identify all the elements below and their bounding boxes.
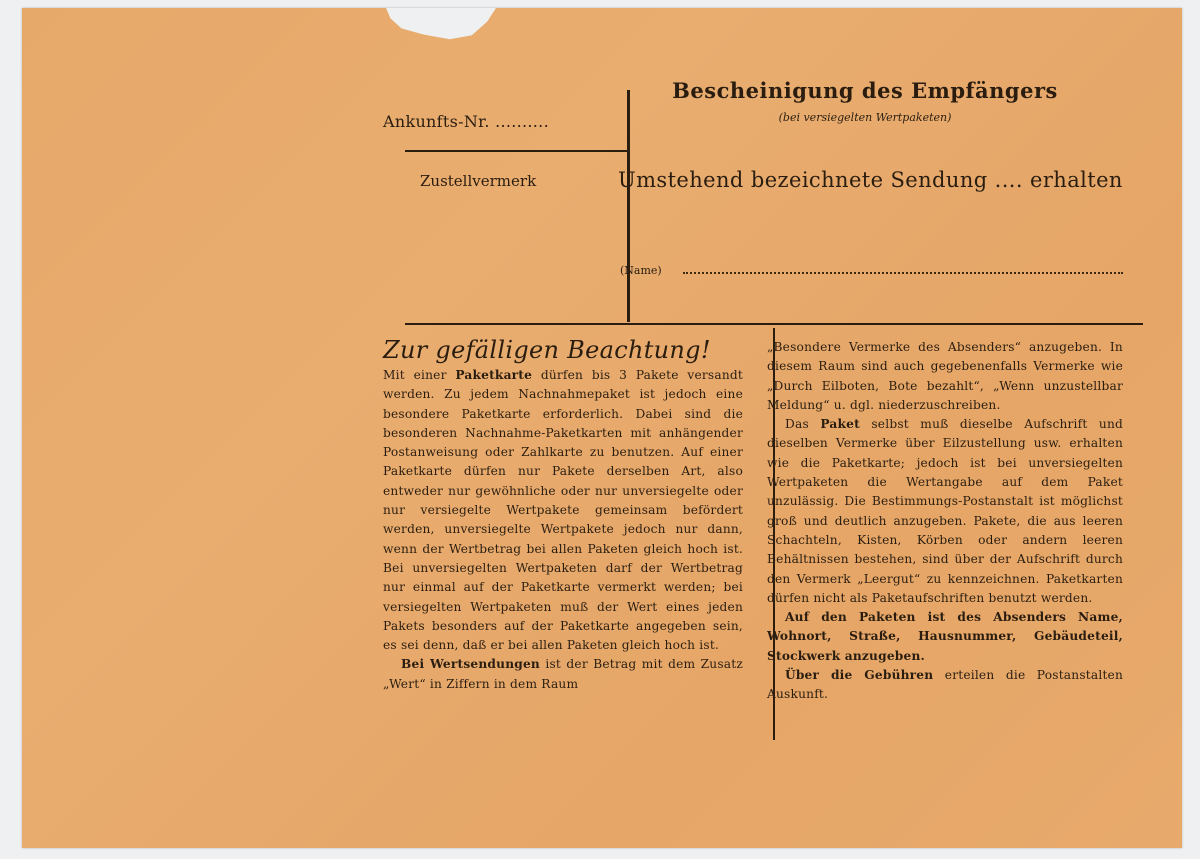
text-run-bold: Bei Wertsendungen	[401, 657, 540, 672]
name-label: (Name)	[620, 264, 662, 277]
receipt-statement: Umstehend bezeichnete Sendung .... erhalten	[618, 168, 1123, 192]
delivery-note-label: Zustellvermerk	[420, 172, 537, 190]
notice-paragraph	[767, 338, 1123, 415]
text-run: erteilen die Postanstalten Auskunft.	[767, 668, 1123, 702]
notice-paragraph	[383, 366, 743, 655]
notice-paragraph	[767, 608, 1123, 666]
notice-paragraph	[383, 655, 743, 694]
text-run-bold: Über die Gebühren	[785, 668, 934, 683]
notice-left-column	[383, 366, 743, 694]
text-run-bold: Paketkarte	[455, 368, 533, 382]
notice-paragraph	[767, 666, 1123, 705]
section-divider-horizontal	[405, 323, 1143, 325]
arrival-number-label: Ankunfts-Nr. ..........	[383, 112, 549, 131]
certificate-title: Bescheinigung des Empfängers	[672, 78, 1058, 103]
text-run-bold: Auf den Paketen ist des Absenders Name, Wohnort, Straße, Hausnummer, Gebäudeteil, Stockwerk anzugeben.	[767, 610, 1123, 663]
name-signature-line	[683, 272, 1123, 274]
notice-paragraph	[767, 415, 1123, 608]
notice-heading: Zur gefälligen Beachtung!	[383, 336, 711, 364]
text-run: ist der Betrag mit dem Zusatz „Wert“ in Ziffern in dem Raum	[383, 657, 743, 691]
notice-right-column	[767, 338, 1123, 705]
text-run: dürfen bis 3 Pakete versandt werden. Zu jedem Nachnahmepaket ist jedoch eine besondere Paketkarte erforderlich. Dabei sind die besonderen Nachnahme-Paketkarten mit anhängender Postanweisung oder Zahlkarte zu benutzen. Auf einer Paketkarte dürfen nur Pakete derselben Art, also entweder nur gewöhnliche oder nur unversiegelte oder nur versiegelte Wertpakete gemeinsam befördert werden, unversiegelte Wertpakete jedoch nur dann, wenn der Wertbetrag bei allen Paketen gleich hoch ist. Bei unversiegelten Wertpaketen darf der Wertbetrag nur einmal auf der Paketkarte vermerkt werden; bei versiegelten Wertpaketen muß der Wert eines jeden Pakets besonders auf der Paketkarte angegeben sein, es sei denn, daß er bei allen Paketen gleich hoch ist.	[383, 368, 743, 653]
header-divider-vertical	[627, 90, 630, 322]
arrival-underline	[405, 150, 627, 152]
text-run: Mit einer	[383, 368, 456, 382]
text-run-bold: Paket	[820, 417, 860, 432]
text-run: Das	[785, 417, 821, 432]
text-run: „Besondere Vermerke des Absenders“ anzugeben. In diesem Raum sind auch gegebenenfalls Vermerke wie „Durch Eilboten, Bote bezahlt“, „Wenn unzustellbar Meldung“ u. dgl. niederzuschreiben.	[767, 340, 1123, 412]
certificate-subtitle: (bei versiegelten Wertpaketen)	[778, 111, 952, 124]
text-run: selbst muß dieselbe Aufschrift und dieselben Vermerke über Eilzustellung usw. erhalten wie die Paketkarte; jedoch ist bei unversiegelten Wertpaketen die Wertangabe auf dem Paket unzulässig. Die Bestimmungs-Postanstalt ist möglichst groß und deutlich anzugeben. Pakete, die aus leeren Schachteln, Kisten, Körben oder andern leeren Behältnissen bestehen, sind über der Aufschrift durch den Vermerk „Leergut“ zu kennzeichnen. Paketkarten dürfen nicht als Paketaufschriften benutzt werden.	[767, 417, 1124, 605]
